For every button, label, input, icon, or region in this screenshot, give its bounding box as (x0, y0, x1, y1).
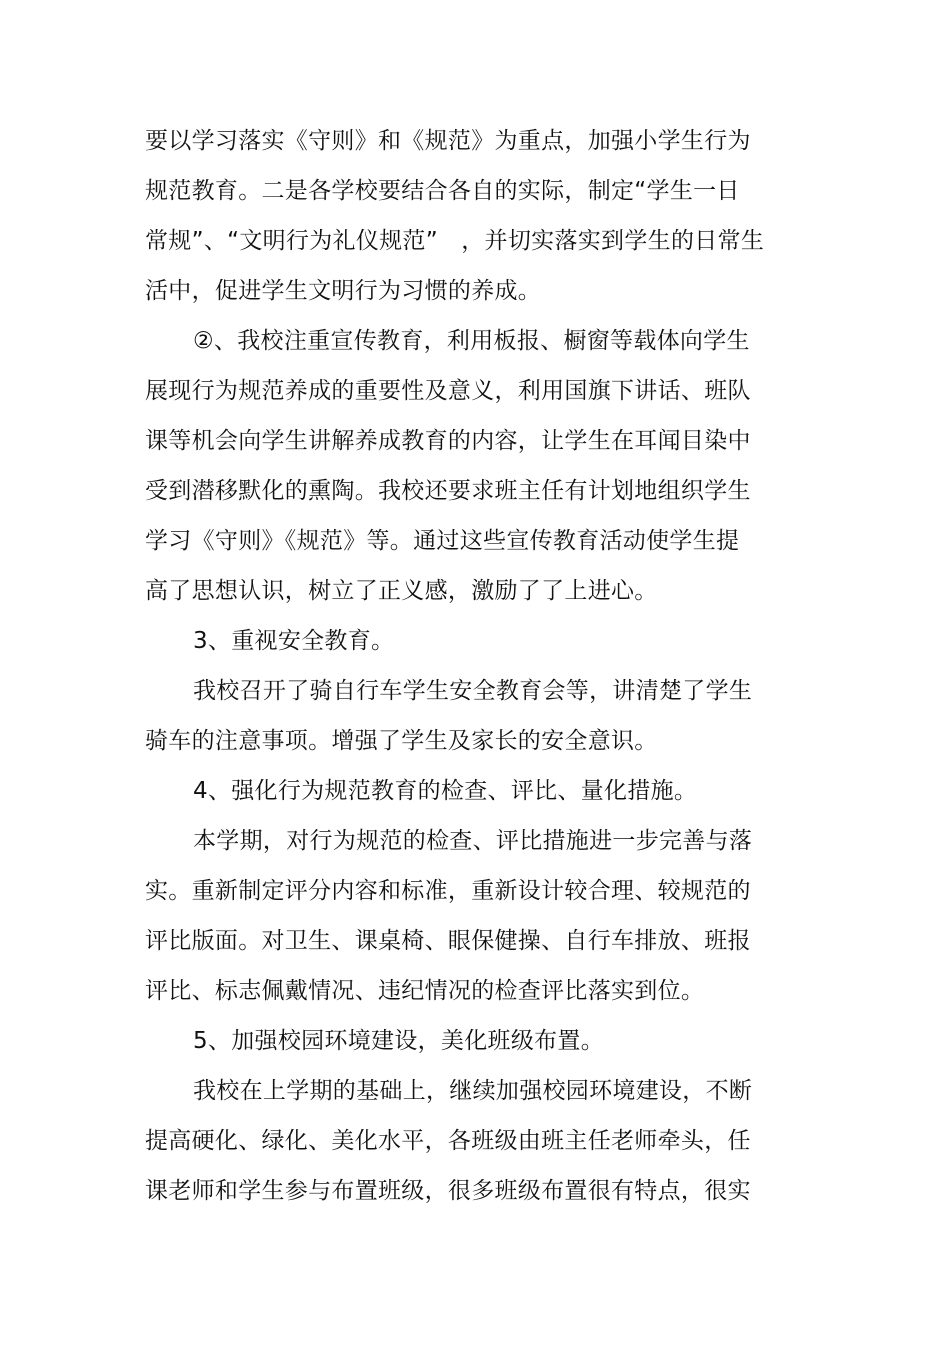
text-line: 要以学习落实《守则》和《规范》为重点，加强小学生行为 (145, 128, 751, 154)
text-line: 骑车的注意事项。增强了学生及家长的安全意识。 (145, 728, 658, 754)
paragraph-start-line: 本学期，对行为规范的检查、评比措施进一步完善与落 (193, 828, 753, 854)
text-line: 规范教育。二是各学校要结合各自的实际，制定“学生一日 (145, 178, 740, 204)
text-line: 评比、标志佩戴情况、违纪情况的检查评比落实到位。 (145, 978, 705, 1004)
section-heading: 5、加强校园环境建设，美化班级布置。 (193, 1028, 605, 1054)
text-line: 提高硬化、绿化、美化水平，各班级由班主任老师牵头，任 (145, 1128, 751, 1154)
text-line: 高了思想认识，树立了正义感，激励了了上进心。 (145, 578, 658, 604)
text-line: 展现行为规范养成的重要性及意义，利用国旗下讲话、班队 (145, 378, 751, 404)
text-line: 实。重新制定评分内容和标准，重新设计较合理、较规范的 (145, 878, 751, 904)
text-line: 受到潜移默化的熏陶。我校还要求班主任有计划地组织学生 (145, 478, 751, 504)
text-line: 常规”、“文明行为礼仪规范” ，并切实落实到学生的日常生 (145, 228, 765, 254)
text-line: 评比版面。对卫生、课桌椅、眼保健操、自行车排放、班报 (145, 928, 751, 954)
text-line: 课老师和学生参与布置班级，很多班级布置很有特点，很实 (145, 1178, 751, 1204)
section-heading: 3、重视安全教育。 (193, 628, 395, 654)
text-line: 学习《守则》《规范》等。通过这些宣传教育活动使学生提 (145, 528, 740, 554)
paragraph-start-line: 我校在上学期的基础上，继续加强校园环境建设，不断 (193, 1078, 753, 1104)
text-line: 课等机会向学生讲解养成教育的内容，让学生在耳闻目染中 (145, 428, 751, 454)
section-heading: 4、强化行为规范教育的检查、评比、量化措施。 (193, 778, 698, 804)
paragraph-start-line: 我校召开了骑自行车学生安全教育会等，讲清楚了学生 (193, 678, 753, 704)
paragraph-start-line: ②、我校注重宣传教育，利用板报、橱窗等载体向学生 (193, 328, 750, 354)
text-line: 活中，促进学生文明行为习惯的养成。 (145, 278, 542, 304)
